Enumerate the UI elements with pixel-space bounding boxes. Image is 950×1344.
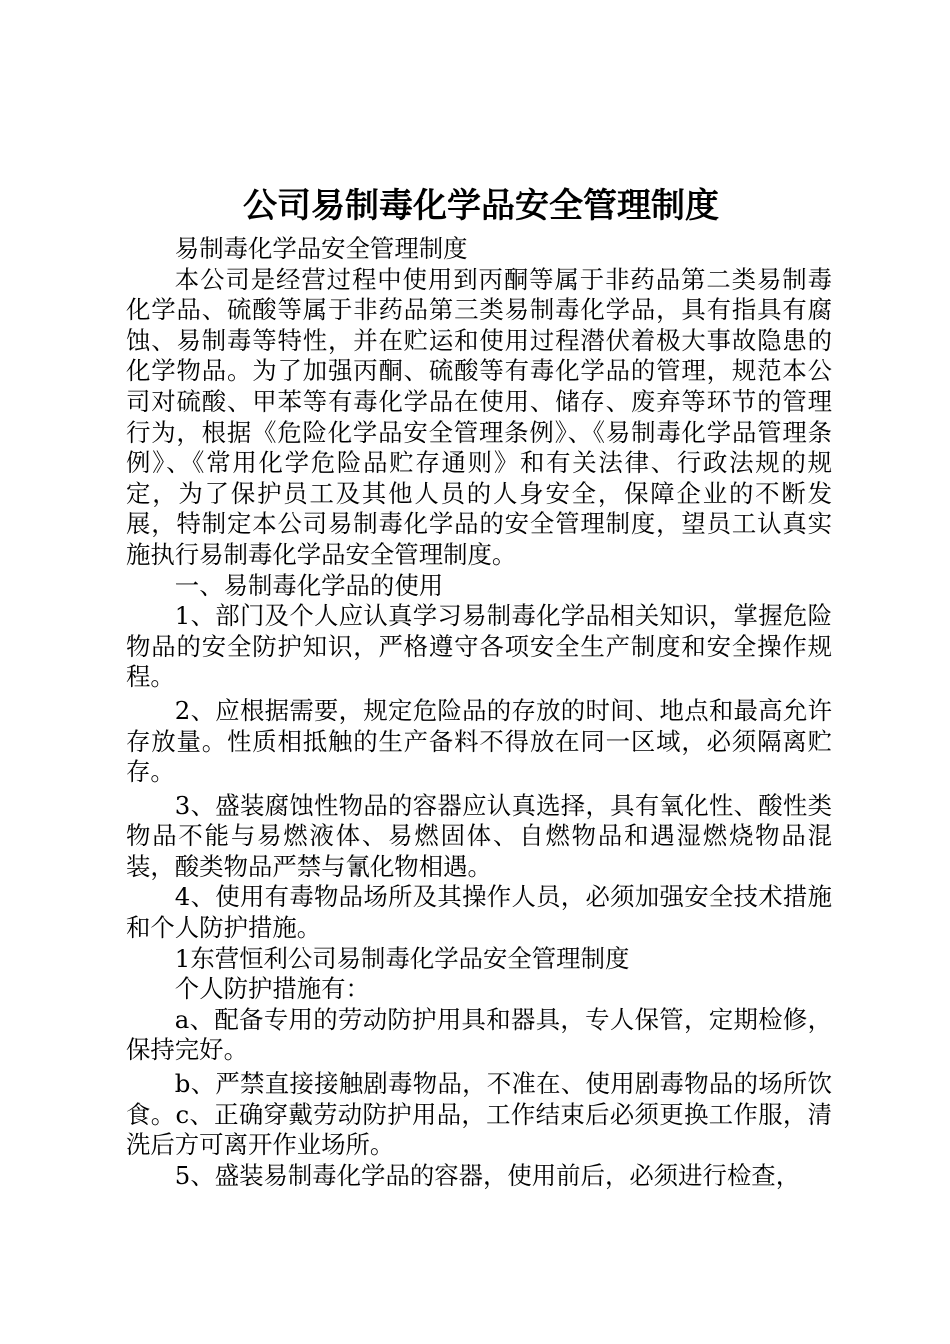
- paragraph-subtitle: 易制毒化学品安全管理制度: [174, 234, 468, 263]
- paragraph-item-4: 4、使用有毒物品场所及其操作人员，必须加强安全技术措施和个人防护措施。: [126, 882, 832, 943]
- paragraph-intro: 本公司是经营过程中使用到丙酮等属于非药品第二类易制毒化学品、硫酸等属于非药品第三类易制毒化学品，具有指具有腐蚀、易制毒等特性，并在贮运和使用过程潜伏着极大事故隐患的化学物品。为了加强丙酮、硫酸等有毒化学品的管理，规范本公司对硫酸、甲苯等有毒化学品在使用、储存、废弃等环节的管理行为，根据《危险化学品安全管理条例》、《易制毒化学品管理条例》、《常用化学危险品贮存通则》和有关法律、行政法规的规定，为了保护员工及其他人员的人身安全，保障企业的不断发展，特制定本公司易制毒化学品的安全管理制度，望员工认真实施执行易制毒化学品安全管理制度。: [126, 264, 832, 569]
- paragraph-item-2: 2、应根据需要，规定危险品的存放的时间、地点和最高允许存放量。性质相抵触的生产备料不得放在同一区域，必须隔离贮存。: [126, 695, 832, 787]
- paragraph-item-3: 3、盛装腐蚀性物品的容器应认真选择，具有氧化性、酸性类物品不能与易燃液体、易燃固体、自燃物品和遇湿燃烧物品混装，酸类物品严禁与氰化物相遇。: [126, 790, 832, 881]
- page-footer-line: 1东营恒利公司易制毒化学品安全管理制度: [174, 943, 630, 973]
- section-heading-usage: 一、易制毒化学品的使用: [174, 570, 444, 600]
- paragraph-item-a: a、配备专用的劳动防护用具和器具，专人保管，定期检修，保持完好。: [126, 1004, 832, 1065]
- paragraph-item-b: b、严禁直接接触剧毒物品，不准在、使用剧毒物品的场所饮食。c、正确穿戴劳动防护用品，工作结束后必须更换工作服，清洗后方可离开作业场所。: [126, 1069, 832, 1160]
- document-body: [126, 234, 832, 1191]
- paragraph-item-5: 5、盛装易制毒化学品的容器，使用前后，必须进行检查，: [174, 1160, 801, 1190]
- paragraph-protection-intro: 个人防护措施有：: [174, 974, 370, 1004]
- paragraph-item-1: 1、部门及个人应认真学习易制毒化学品相关知识，掌握危险物品的安全防护知识，严格遵守各项安全生产制度和安全操作规程。: [126, 601, 832, 692]
- document-title: 公司易制毒化学品安全管理制度: [243, 186, 719, 226]
